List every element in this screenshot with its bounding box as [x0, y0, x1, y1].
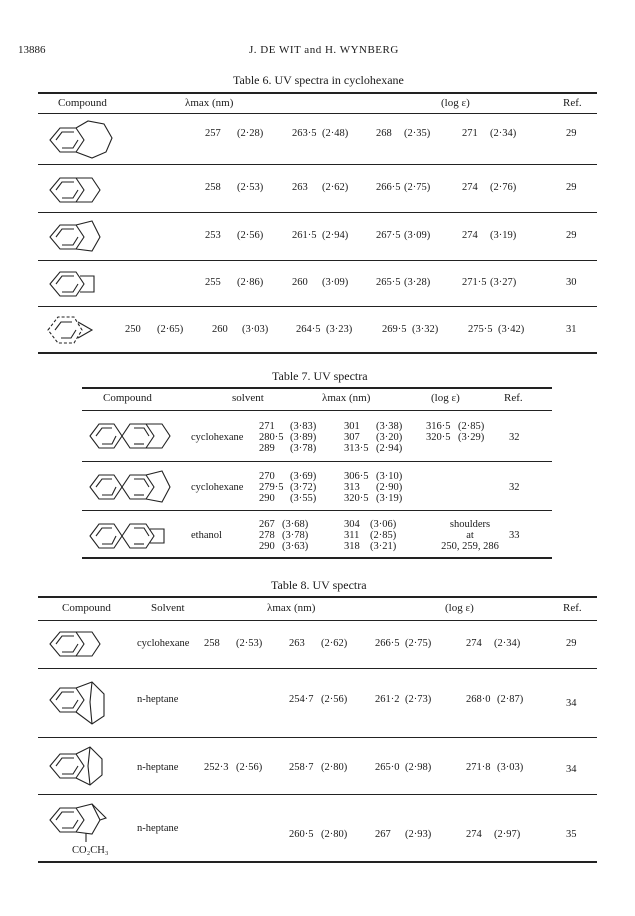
- t8r4-solvent: n-heptane: [137, 823, 179, 834]
- t6r5-c3: 260: [212, 324, 228, 335]
- t8r2-c4: (2·56): [321, 694, 348, 705]
- t7r2-c3: 306·5 313 320·5: [344, 471, 369, 504]
- table8-header-loge: (log ε): [445, 602, 474, 614]
- t8r1-c2: (2·53): [236, 638, 263, 649]
- t6r1-c8: (2·34): [490, 128, 517, 139]
- table8-header-rule: [38, 620, 597, 621]
- t6r4-c8: (3·27): [490, 277, 517, 288]
- table8-header-solvent: Solvent: [151, 602, 185, 614]
- table7-header-compound: Compound: [103, 392, 152, 404]
- t7r3-c2: (3·68) (3·78) (3·63): [282, 519, 309, 552]
- t8r4-c7: 274: [466, 829, 482, 840]
- table6-header-rule: [38, 113, 597, 114]
- table6-bottom-rule: [38, 352, 597, 354]
- t6r3-c7: 274: [462, 230, 478, 241]
- t6r1-c3: 263·5: [292, 128, 317, 139]
- benzocyclobutene-structure: [42, 262, 132, 307]
- table6-caption: Table 6. UV spectra in cyclohexane: [233, 73, 404, 87]
- table8-header-compound: Compound: [62, 602, 111, 614]
- t6r1-ref: 29: [566, 128, 577, 139]
- t8r4-c4: (2·80): [321, 829, 348, 840]
- t6r3-c3: 261·5: [292, 230, 317, 241]
- t6r5-c5: 264·5: [296, 324, 321, 335]
- t7r1-c4: (3·38) (3·20) (2·94): [376, 421, 403, 454]
- benzindane-structure: [86, 465, 196, 510]
- table6-top-rule: [38, 92, 597, 94]
- ester-substituent-label: CO₂CH₃: [72, 845, 109, 856]
- t6r2-c6: (2·75): [404, 182, 431, 193]
- table7-top-rule: [82, 387, 552, 389]
- t8r2-ref: 34: [566, 698, 577, 709]
- t8r1-c1: 258: [204, 638, 220, 649]
- page-number: 13886: [18, 44, 46, 56]
- t8r3-c2: (2·56): [236, 762, 263, 773]
- t6r3-c4: (2·94): [322, 230, 349, 241]
- t7r1-c6: (2·85) (3·29): [458, 421, 485, 443]
- t6r5-c4: (3·03): [242, 324, 269, 335]
- table8-header-ref: Ref.: [563, 602, 582, 614]
- t8r1-c4: (2·62): [321, 638, 348, 649]
- t6r3-ref: 29: [566, 230, 577, 241]
- table6-row-rule: [38, 260, 597, 261]
- t6r5-c1: 250: [125, 324, 141, 335]
- table6-row-rule: [38, 164, 597, 165]
- t8r1-solvent: cyclohexane: [137, 638, 190, 649]
- table8-row-rule: [38, 794, 597, 795]
- table7-row-rule: [82, 510, 552, 511]
- t8r2-c3: 254·7: [289, 694, 314, 705]
- t7r1-ref: 32: [509, 432, 520, 443]
- t6r4-c3: 260: [292, 277, 308, 288]
- t7r2-c1: 270 279·5 290: [259, 471, 284, 504]
- t6r4-c1: 255: [205, 277, 221, 288]
- t6r2-c4: (2·62): [322, 182, 349, 193]
- t6r2-ref: 29: [566, 182, 577, 193]
- table8-top-rule: [38, 596, 597, 598]
- table6-header-compound: Compound: [58, 97, 107, 109]
- t6r5-c8: (3·32): [412, 324, 439, 335]
- t8r2-c7: 268·0: [466, 694, 491, 705]
- benzocyclopropane-ester-structure: [42, 798, 132, 848]
- table6-row-rule: [38, 306, 597, 307]
- benzocyclopropene-structure: [42, 308, 122, 353]
- t7r2-ref: 32: [509, 482, 520, 493]
- t8r3-c8: (3·03): [497, 762, 524, 773]
- table8-bottom-rule: [38, 861, 597, 863]
- t7r1-c1: 271 280·5 289: [259, 421, 284, 454]
- t8r3-c1: 252·3: [204, 762, 229, 773]
- t8r1-ref: 29: [566, 638, 577, 649]
- benzobicyclic-structure: [42, 741, 132, 791]
- t6r3-c8: (3·19): [490, 230, 517, 241]
- t6r1-c5: 268: [376, 128, 392, 139]
- tetrahydroanthracene-structure: [86, 414, 196, 459]
- t6r5-c7: 269·5: [382, 324, 407, 335]
- t6r2-c3: 263: [292, 182, 308, 193]
- table8-caption: Table 8. UV spectra: [271, 578, 367, 592]
- table8-row-rule: [38, 668, 597, 669]
- table7-header-ref: Ref.: [504, 392, 523, 404]
- t6r5-c10: (3·42): [498, 324, 525, 335]
- t6r3-c5: 267·5: [376, 230, 401, 241]
- t6r3-c2: (2·56): [237, 230, 264, 241]
- t8r1-c3: 263: [289, 638, 305, 649]
- table8-header-lambda: λmax (nm): [267, 602, 316, 614]
- table7-header-loge: (log ε): [431, 392, 460, 404]
- t6r4-c4: (3·09): [322, 277, 349, 288]
- t7r2-solvent: cyclohexane: [191, 482, 244, 493]
- table6-header-lambda: λmax (nm): [185, 97, 234, 109]
- t8r3-solvent: n-heptane: [137, 762, 179, 773]
- t8r1-c6: (2·75): [405, 638, 432, 649]
- t6r2-c5: 266·5: [376, 182, 401, 193]
- t6r2-c8: (2·76): [490, 182, 517, 193]
- t8r3-c7: 271·8: [466, 762, 491, 773]
- table6-header-ref: Ref.: [563, 97, 582, 109]
- t8r4-c8: (2·97): [494, 829, 521, 840]
- t6r4-c2: (2·86): [237, 277, 264, 288]
- t8r3-c6: (2·98): [405, 762, 432, 773]
- benzocycloheptene-structure: [42, 118, 132, 163]
- t7r2-c4: (3·10) (2·90) (3·19): [376, 471, 403, 504]
- t6r5-c9: 275·5: [468, 324, 493, 335]
- t6r1-c1: 257: [205, 128, 221, 139]
- running-title: J. DE WIT and H. WYNBERG: [249, 44, 399, 56]
- t6r4-c6: (3·28): [404, 277, 431, 288]
- table7-row-rule: [82, 461, 552, 462]
- table7-caption: Table 7. UV spectra: [272, 369, 368, 383]
- t8r4-c6: (2·93): [405, 829, 432, 840]
- indane-structure: [42, 215, 132, 260]
- t6r1-c6: (2·35): [404, 128, 431, 139]
- t8r3-c4: (2·80): [321, 762, 348, 773]
- table7-header-solvent: solvent: [232, 392, 264, 404]
- t6r3-c6: (3·09): [404, 230, 431, 241]
- t6r1-c4: (2·48): [322, 128, 349, 139]
- t8r1-c7: 274: [466, 638, 482, 649]
- t6r2-c1: 258: [205, 182, 221, 193]
- t7r1-c2: (3·83) (3·89) (3·78): [290, 421, 317, 454]
- table7-bottom-rule: [82, 557, 552, 559]
- t7r3-solvent: ethanol: [191, 530, 222, 541]
- t7r3-note: shoulders at 250, 259, 286: [441, 519, 499, 552]
- t6r4-ref: 30: [566, 277, 577, 288]
- t8r4-c5: 267: [375, 829, 391, 840]
- t7r3-c3: 304 311 318: [344, 519, 360, 552]
- t8r2-c5: 261·2: [375, 694, 400, 705]
- t6r1-c7: 271: [462, 128, 478, 139]
- table7-header-rule: [82, 410, 552, 411]
- t7r1-solvent: cyclohexane: [191, 432, 244, 443]
- t6r1-c2: (2·28): [237, 128, 264, 139]
- t8r3-ref: 34: [566, 764, 577, 775]
- tetralin-structure: [42, 168, 132, 213]
- t6r5-ref: 31: [566, 324, 577, 335]
- t8r2-c8: (2·87): [497, 694, 524, 705]
- t8r2-c6: (2·73): [405, 694, 432, 705]
- t8r2-solvent: n-heptane: [137, 694, 179, 705]
- table6-row-rule: [38, 212, 597, 213]
- t7r3-c1: 267 278 290: [259, 519, 275, 552]
- t8r1-c5: 266·5: [375, 638, 400, 649]
- t8r4-c3: 260·5: [289, 829, 314, 840]
- t8r4-ref: 35: [566, 829, 577, 840]
- t7r3-c4: (3·06) (2·85) (3·21): [370, 519, 397, 552]
- t6r5-c6: (3·23): [326, 324, 353, 335]
- t6r3-c1: 253: [205, 230, 221, 241]
- table8-row-rule: [38, 737, 597, 738]
- t7r1-c3: 301 307 313·5: [344, 421, 369, 454]
- t7r1-c5: 316·5 320·5: [426, 421, 451, 443]
- tetralin-structure: [42, 622, 132, 667]
- benzonorbornene-structure: [42, 672, 132, 732]
- t6r2-c2: (2·53): [237, 182, 264, 193]
- t6r5-c2: (2·65): [157, 324, 184, 335]
- t8r3-c3: 258·7: [289, 762, 314, 773]
- table6-header-loge: (log ε): [441, 97, 470, 109]
- t7r3-ref: 33: [509, 530, 520, 541]
- t6r2-c7: 274: [462, 182, 478, 193]
- naphthocyclobutene-structure: [86, 514, 196, 559]
- table7-header-lambda: λmax (nm): [322, 392, 371, 404]
- t7r2-c2: (3·69) (3·72) (3·55): [290, 471, 317, 504]
- t8r3-c5: 265·0: [375, 762, 400, 773]
- t6r4-c7: 271·5: [462, 277, 487, 288]
- t6r4-c5: 265·5: [376, 277, 401, 288]
- t8r1-c8: (2·34): [494, 638, 521, 649]
